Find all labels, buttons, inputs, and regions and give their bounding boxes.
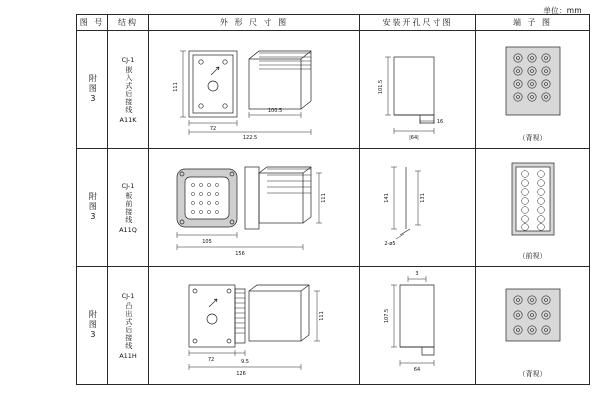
svg-text:126: 126 — [236, 371, 246, 377]
struct-text-2: 板前接线 — [124, 191, 133, 224]
outline-drawing-2 — [149, 149, 359, 266]
svg-text:156: 156 — [235, 251, 245, 257]
svg-text:105: 105 — [202, 239, 212, 245]
struct-code-1: CJ-1 — [121, 55, 135, 64]
terminal-caption-3: （背视） — [518, 370, 547, 378]
terminal-drawing-2 — [476, 149, 589, 266]
header-fig-no: 图 号 — [77, 15, 108, 31]
fig-no-label-2: 附图3 — [88, 192, 98, 223]
struct-model-3: A11H — [119, 351, 137, 360]
cell-structure-2 — [108, 149, 149, 267]
struct-code-2: CJ-1 — [121, 181, 135, 190]
struct-model-2: A11Q — [119, 225, 137, 234]
cell-hole-3 — [360, 267, 476, 385]
svg-text:107.5: 107.5 — [384, 308, 390, 324]
table-row — [77, 31, 590, 149]
svg-text:131: 131 — [420, 193, 426, 203]
terminal-drawing-3 — [476, 267, 589, 384]
svg-text:100.5: 100.5 — [267, 108, 283, 114]
svg-text:111: 111 — [321, 193, 327, 203]
cell-outline-2 — [149, 149, 360, 267]
cell-structure-1 — [108, 31, 149, 149]
svg-text:2-ø5: 2-ø5 — [384, 241, 396, 247]
svg-text:111: 111 — [173, 82, 179, 92]
cell-outline-3 — [149, 267, 360, 385]
fig-no-label-1: 附图3 — [88, 74, 98, 105]
cell-outline-1 — [149, 31, 360, 149]
cell-fig-no-2 — [77, 149, 108, 267]
terminal-caption-2: （前视） — [518, 252, 547, 260]
terminal-drawing-1 — [476, 31, 589, 148]
struct-text-1: 嵌入式后接线 — [124, 65, 133, 114]
cell-hole-2 — [360, 149, 476, 267]
cell-fig-no-1 — [77, 31, 108, 149]
outline-drawing-3 — [149, 267, 359, 384]
svg-text:111: 111 — [319, 311, 325, 321]
svg-text:141: 141 — [384, 193, 390, 203]
cell-terminal-2 — [476, 149, 590, 267]
cell-hole-1 — [360, 31, 476, 149]
svg-text:16: 16 — [436, 119, 444, 125]
svg-text:101.5: 101.5 — [378, 79, 384, 95]
table-header-row — [77, 15, 590, 31]
table-row — [77, 267, 590, 385]
svg-text:72: 72 — [209, 126, 217, 132]
svg-text:3: 3 — [415, 271, 419, 277]
header-terminal: 端 子 图 — [476, 15, 590, 31]
cell-fig-no-3 — [77, 267, 108, 385]
struct-text-3: 凸出式后接线 — [124, 301, 133, 350]
cell-structure-3 — [108, 267, 149, 385]
svg-text:9.5: 9.5 — [241, 359, 249, 365]
terminal-caption-1: （背视） — [518, 134, 547, 142]
struct-code-3: CJ-1 — [121, 291, 135, 300]
cell-terminal-1 — [476, 31, 590, 149]
outline-drawing-1 — [149, 31, 359, 148]
spec-table — [76, 14, 590, 385]
hole-drawing-3 — [360, 267, 475, 384]
table-row — [77, 149, 590, 267]
header-hole: 安装开孔尺寸图 — [360, 15, 476, 31]
struct-model-1: A11K — [119, 115, 137, 124]
hole-drawing-1 — [360, 31, 475, 148]
header-structure: 结构 — [108, 15, 149, 31]
fig-no-label-3: 附图3 — [88, 310, 98, 341]
svg-text:|64|: |64| — [409, 135, 419, 141]
svg-text:72: 72 — [207, 357, 215, 363]
header-outline: 外 形 尺 寸 图 — [149, 15, 360, 31]
unit-note: 单位：mm — [543, 6, 582, 15]
hole-drawing-2 — [360, 149, 475, 266]
svg-text:64: 64 — [413, 367, 421, 373]
svg-text:122.5: 122.5 — [242, 135, 258, 141]
cell-terminal-3 — [476, 267, 590, 385]
